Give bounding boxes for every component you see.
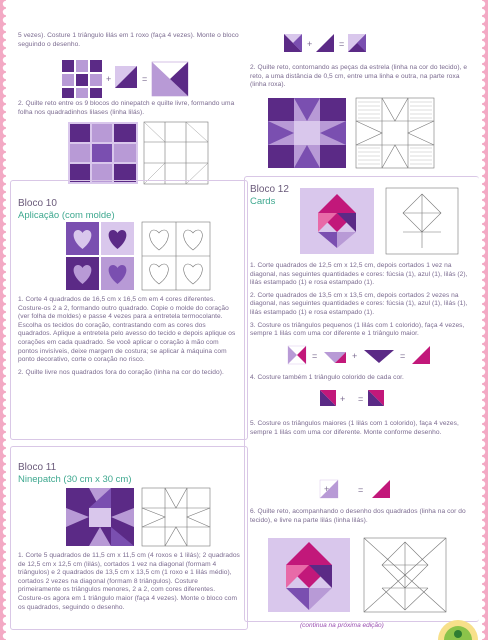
svg-text:+: + bbox=[106, 74, 112, 84]
magazine-logo bbox=[438, 618, 478, 640]
bloco-11-title: Bloco 11 bbox=[18, 462, 57, 473]
svg-text:=: = bbox=[142, 74, 148, 84]
star-ninepatch-photo bbox=[66, 488, 134, 546]
bloco-10-subtitle: Aplicação (com molde) bbox=[18, 210, 115, 221]
bloco-12-step-5: 5. Costure os triângulos maiores (1 lilás com 1 colorido), faça 4 vezes, sempre 1 lilás com uma cor diferente. Monte conforme desenho. bbox=[250, 420, 459, 436]
svg-text:=: = bbox=[339, 39, 345, 49]
bloco-12-subtitle: Cards bbox=[250, 196, 276, 207]
cards-block-diagram bbox=[386, 188, 458, 254]
hearts-photo bbox=[66, 222, 134, 290]
large-triangle-assembly-diagram bbox=[318, 478, 398, 500]
svg-text:+: + bbox=[307, 39, 313, 49]
color-triangle-assembly-diagram bbox=[318, 386, 386, 416]
star-ninepatch-diagram bbox=[142, 488, 210, 546]
bloco-11-step-1: 1. Corte 5 quadrados de 11,5 cm x 11,5 cm (4 roxos e 1 lilás); 2 quadrados de 12,5 cm x 12,5 cm (lilás), cortados 1 vez na diagonal (formam 4 triângulos) e 2 quadrados de 13,5 cm x 13,5 cm (1 roxo e 1 lilás médio), cortados 2 vezes na diagonal (formam 8 triângulos). Costure primeiramente os triângulos menores, 2 a 2, com cores diferentes. Costure-os agora em 1 triângulo maior (faça 4 vezes). Monte o bloco com os quadrados, seguindo o desenho. bbox=[18, 552, 240, 611]
svg-text:=: = bbox=[400, 351, 406, 361]
cards-block-photo bbox=[300, 188, 374, 254]
small-triangle-assembly-diagram bbox=[286, 344, 456, 366]
hearts-diagram bbox=[142, 222, 210, 290]
svg-text:+: + bbox=[324, 484, 330, 494]
cards-final-photo bbox=[268, 538, 350, 612]
step-2-quilting-text: 2. Quilte reto entre os 9 blocos do ninepatch e quilte livre, formando uma folha nos quadradinhos lilases (linha lilás). bbox=[18, 100, 235, 116]
bloco-10-instructions bbox=[18, 296, 240, 381]
svg-text:=: = bbox=[358, 394, 364, 404]
bloco-12-title: Bloco 12 bbox=[250, 184, 289, 195]
intro-text: 5 vezes). Costure 1 triângulo lilás em 1 roxo (faça 4 vezes). Monte o bloco seguindo o desenho. bbox=[18, 32, 239, 48]
star-block-photo bbox=[268, 98, 346, 168]
star-assembly-diagram bbox=[282, 32, 392, 54]
bloco-12-steps-1-3 bbox=[250, 262, 470, 343]
bloco-10-step-1: 1. Corte 4 quadrados de 16,5 cm x 16,5 cm em 4 cores diferentes. Costure-os 2 a 2, formando outro quadrado. Copie o molde do coração (ver folha de moldes) e passe 4 vezes para a entretela termocolante. Escolha os tecidos do coração, contrastando com as cores dos quadrados. Aplique a entretela pelo avesso do tecido e depois aplique os corações em cada quadrado. Se você aplicar o coração à mão com pontos invisíveis, deixe margem de costura; se aplicar à máquina com ponto decorativo, corte o coração no risco. bbox=[18, 296, 236, 364]
svg-text:=: = bbox=[312, 351, 318, 361]
bloco-10-step-2: 2. Quilte livre nos quadrados fora do coração (linha na cor do tecido). bbox=[18, 368, 224, 376]
bloco-12-step-6: 6. Quilte reto, acompanhando o desenho dos quadrados (linha na cor do tecido), e livre na parte lilás (linha lilás). bbox=[250, 508, 466, 524]
bloco-12-step-3: 3. Costure os triângulos pequenos (1 lilás com 1 colorido), faça 4 vezes, sempre 1 lilás com uma cor diferente e 1 triângulo maior. bbox=[250, 321, 465, 338]
star-block-diagram bbox=[356, 98, 434, 168]
ninepatch-assembly-diagram bbox=[60, 58, 200, 100]
svg-text:=: = bbox=[358, 485, 364, 495]
bloco-12-step-2: 2. Corte quadrados de 13,5 cm x 13,5 cm, depois cortados 2 vezes na diagonal, nas seguintes quantidades e cores: fúcsia (1), azul (1), lilás (1), lilás estampado (1) e rosa estampado (1). bbox=[250, 291, 468, 316]
ninepatch-diagram bbox=[144, 122, 208, 184]
bloco-11-subtitle: Ninepatch (30 cm x 30 cm) bbox=[18, 474, 132, 485]
ninepatch-photo bbox=[68, 122, 138, 184]
continued-note: (continua na próxima edição) bbox=[300, 622, 384, 629]
svg-text:+: + bbox=[340, 394, 346, 404]
bloco-10-title: Bloco 10 bbox=[18, 198, 57, 209]
cards-final-diagram bbox=[364, 538, 446, 612]
bloco-12-step-4: 4. Costure também 1 triângulo colorido de cada cor. bbox=[250, 374, 404, 381]
right-step-2-text: 2. Quilte reto, contornando as peças da estrela (linha na cor do tecido), e reto, a uma distância de 0,5 cm, entre uma linha e outra, na parte roxa (linha roxa). bbox=[250, 64, 468, 89]
svg-text:+: + bbox=[352, 351, 358, 361]
bloco-12-step-1: 1. Corte quadrados de 12,5 cm x 12,5 cm, depois cortados 1 vez na diagonal, nas seguintes quantidades e cores: fúcsia (1), azul (1), lilás (2), lilás estampado (1) e rosa estampado (1). bbox=[250, 262, 468, 287]
